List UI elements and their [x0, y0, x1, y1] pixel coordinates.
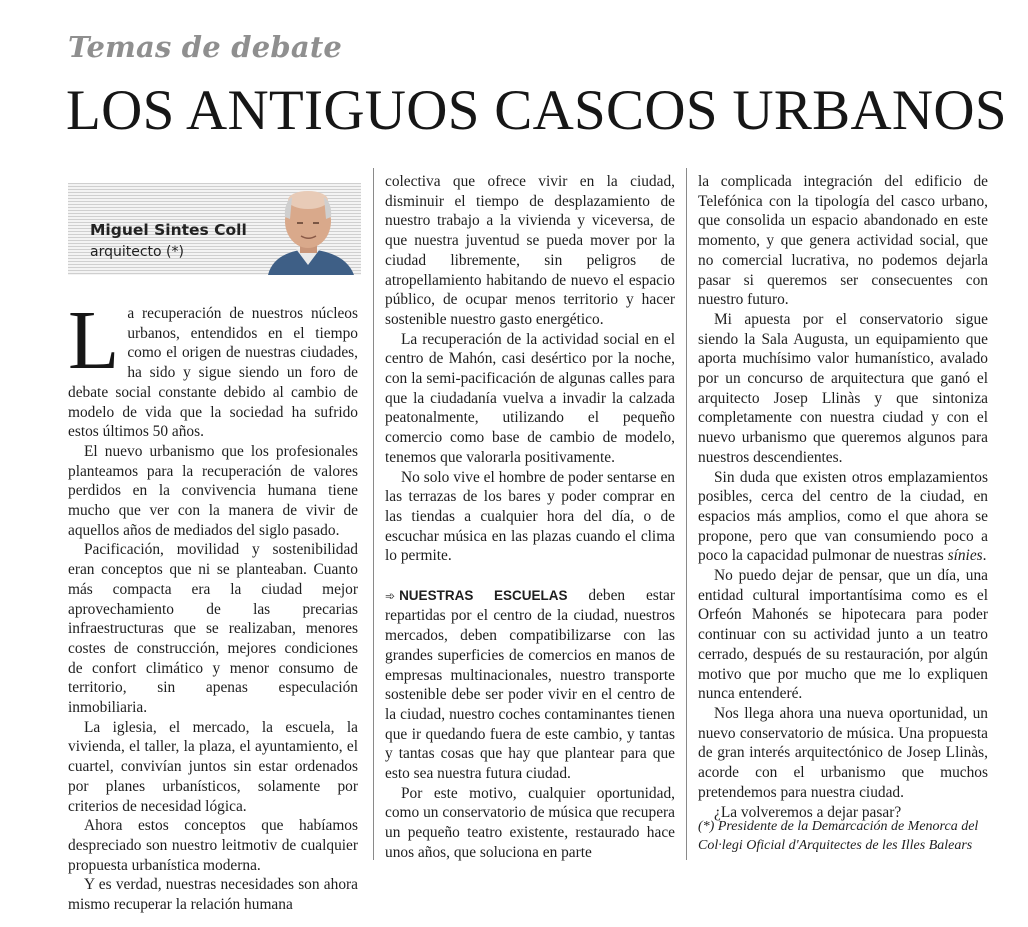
paragraph: Ahora estos conceptos que habíamos despreciado son nuestro leitmotiv de cualquier propuesta urbanística moderna.: [68, 817, 358, 874]
article-column-3: [698, 172, 988, 822]
paragraph: Y es verdad, nuestras necesidades son ahora mismo recuperar la relación humana: [68, 876, 358, 914]
author-portrait: [256, 183, 361, 275]
paragraph: Nos llega ahora una nueva oportunidad, un nuevo conservatorio de música. Una propuesta de gran interés arquitectónico de Josep Llinàs, acorde con el urbanismo que muchos pretendemos para nuestra ciudad.: [698, 704, 988, 801]
byline-box: [68, 183, 361, 275]
paragraph: La iglesia, el mercado, la escuela, la vivienda, el taller, la plaza, el ayuntamiento, el cuartel, convivían juntos sin estar ordenados por planes urbanísticos, solamente por criterios de necesidad lógica.: [68, 718, 358, 815]
paragraph: colectiva que ofrece vivir en la ciudad, disminuir el tiempo de desplazamiento de nuestro trabajo a la vivienda y viceversa, de que nuestra juventud se pueda mover por la ciudad libremente, sin peligros de atropellamiento habitando de nuevo el espacio público, de ocupar menos territorio y hacer sostenible nuestro gasto energético.: [385, 173, 675, 328]
paragraph: Mi apuesta por el conservatorio sigue siendo la Sala Augusta, un equipamiento que aporta muchísimo valor humanístico, avalado por un concurso de arquitectura que ganó el arquitecto Josep Llinàs y que sintoniza completamente con nuestra ciudad y con el nuevo urbanismo que queremos algunos para nuestros descendientes.: [698, 310, 988, 466]
column-divider: [686, 168, 687, 860]
headline: LOS ANTIGUOS CASCOS URBANOS: [66, 79, 1007, 142]
paragraph: Sin duda que existen otros emplazamientos posibles, cerca del centro de la ciudad, en espacios más amplios, como el que ahora se propone, pero que van consumiendo poco a poco la capacidad pulmonar de nuestras sínies.: [698, 468, 988, 565]
paragraph: No solo vive el hombre de poder sentarse en las terrazas de los bares y poder comprar en las tiendas a cualquier hora del día, o de escuchar música en las plazas cuando el clima lo permite.: [385, 468, 675, 565]
article-column-2: [385, 172, 675, 863]
paragraph: Pacificación, movilidad y sostenibilidad eran conceptos que ni se planteaban. Cuanto más compacta era la ciudad mejor aprovechamiento de las precarias infraestructuras que se realizaban, menores costes de construcción, mejores condiciones de confort climático y menor consumo de territorio, sin apenas especulación inmobiliaria.: [68, 541, 358, 717]
paragraph: La recuperación de la actividad social en el centro de Mahón, casi desértico por la noche, con la semi-pacificación de algunas calles para que la ciudadanía vuelva a invadir la calzada peatonalmente, utilizando el pequeño comercio como base de cambio de modelo, tenemos que valorarla positivamente.: [385, 330, 675, 466]
column-divider: [373, 168, 374, 860]
drop-cap: L: [68, 294, 120, 387]
section-lead: NUESTRAS ESCUELAS: [399, 587, 568, 603]
article-column-1: [68, 294, 358, 915]
paragraph: El nuevo urbanismo que los profesionales planteamos para la recuperación de valores perdidos en la convivencia humana tiene mucho que ver con la manera de vivir de aquellos años de mediados del siglo pasado.: [68, 442, 358, 539]
author-name: Miguel Sintes Coll: [90, 221, 247, 239]
author-footnote: (*) Presidente de la Demarcación de Menorca del Col·legi Oficial d'Arquitectes de les Illes Balears: [698, 819, 979, 853]
paragraph: la complicada integración del edificio de Telefónica con la tipología del casco urbano, que consolida un espacio abandonado en este momento, y que genera actividad social, que no comercial lucrativa, no podemos dejarla pasar si queremos ser consecuentes con nuestro futuro.: [698, 173, 988, 309]
arrow-icon: ➾: [385, 588, 396, 603]
author-role: arquitecto (*): [90, 244, 184, 260]
paragraph: ➾ NUESTRAS ESCUELAS deben estar repartidas por el centro de la ciudad, nuestros mercados, deben compatibilizarse con las grandes superficies de comercios en manos de empresas multinacionales, nuestro transporte sostenible debe ser poder vivir en el centro de la ciudad, nuestro coches contaminantes tienen que ir quedando fuera de este cambio, y tantas y tantas cosas que hay que plantear para que esto sea nuestra futura ciudad.: [385, 586, 675, 783]
paragraph: Por este motivo, cualquier oportunidad, como un conservatorio de música que recupera un pequeño teatro existente, restaurado hace unos años, que soluciona en parte: [385, 784, 675, 861]
paragraph: La recuperación de nuestros núcleos urbanos, entendidos en el tiempo como el origen de nuestras ciudades, ha sido y sigue siendo un foro de debate social constante debido al cambio de modelo de vida que la sociedad ha sufrido estos últimos 50 años.: [68, 294, 358, 441]
paragraph: No puedo dejar de pensar, que un día, una entidad cultural importantísima como es el Orfeón Mahonés se hipotecara para poder continuar con su actividad junto a un teatro cerrado, después de su restauración, por algún motivo que por mucho que me lo expliquen nunca entenderé.: [698, 567, 988, 703]
paragraph: ¿La volveremos a dejar pasar?: [714, 803, 902, 821]
section-kicker: Temas de debate: [68, 30, 343, 64]
